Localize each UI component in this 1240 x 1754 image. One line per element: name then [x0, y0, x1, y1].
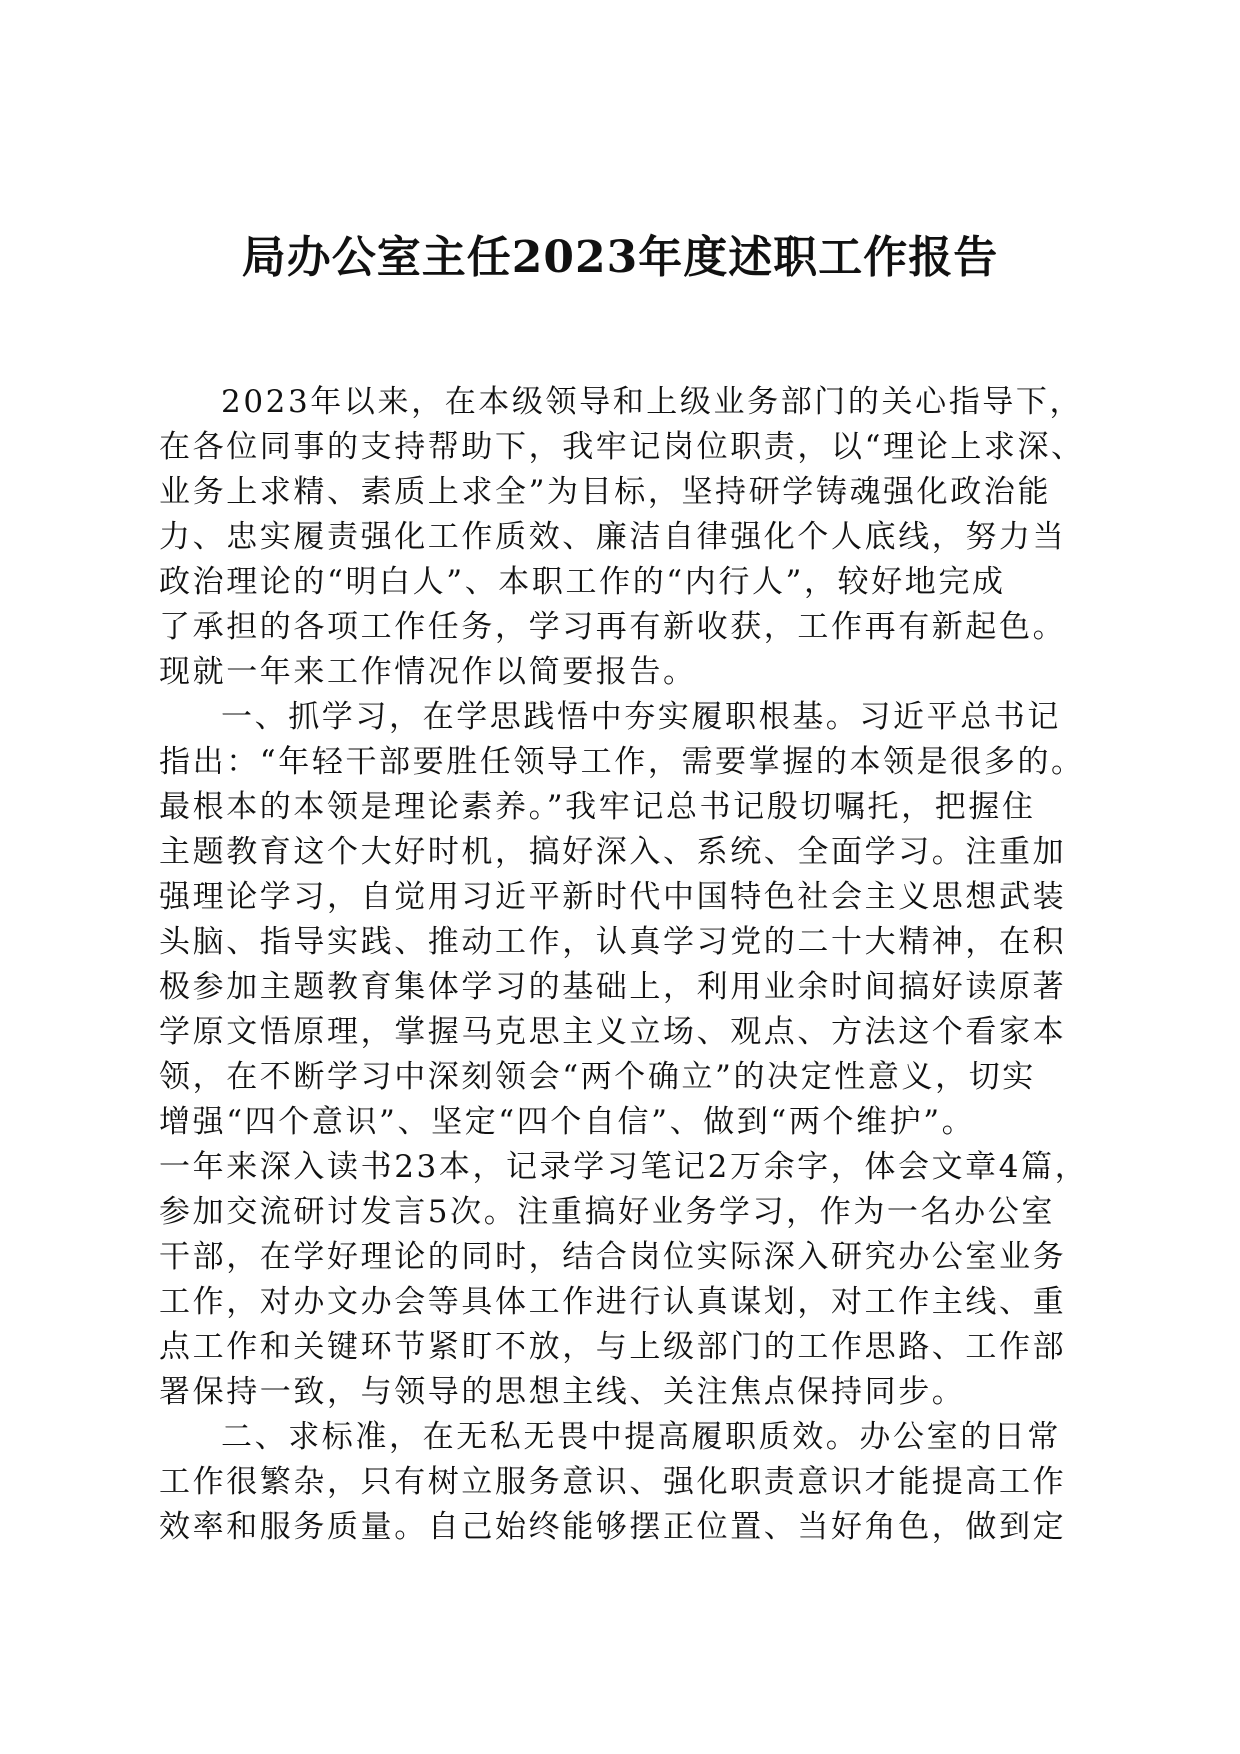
paragraph-line: 强理论学习，自觉用习近平新时代中国特色社会主义思想武装 — [159, 879, 1067, 915]
paragraph-line: 政治理论的“明白人”、本职工作的“内行人”，较好地完成 — [159, 564, 1006, 600]
paragraph-line: 署保持一致，与领导的思想主线、关注焦点保持同步。 — [159, 1374, 966, 1410]
paragraph-line: 点工作和关键环节紧盯不放，与上级部门的工作思路、工作部 — [159, 1329, 1067, 1365]
paragraph-line: 最根本的本领是理论素养。”我牢记总书记殷切嘱托，把握住 — [159, 789, 1036, 825]
paragraph-line: 力、忠实履责强化工作质效、廉洁自律强化个人底线，努力当 — [159, 519, 1067, 555]
paragraph-line: 二、求标准，在无私无畏中提高履职质效。办公室的日常 — [221, 1419, 1061, 1455]
paragraph-line: 2023年以来，在本级领导和上级业务部门的关心指导下， — [221, 384, 1084, 420]
paragraph-line: 现就一年来工作情况作以简要报告。 — [159, 654, 697, 690]
paragraph-line: 极参加主题教育集体学习的基础上，利用业余时间搞好读原著 — [159, 969, 1067, 1005]
paragraph-line: 工作，对办文办会等具体工作进行认真谋划，对工作主线、重 — [159, 1284, 1067, 1320]
paragraph-line: 工作很繁杂，只有树立服务意识、强化职责意识才能提高工作 — [159, 1464, 1067, 1500]
paragraph-line: 领，在不断学习中深刻领会“两个确立”的决定性意义，切实 — [159, 1059, 1036, 1095]
paragraph-line: 头脑、指导实践、推动工作，认真学习党的二十大精神，在积 — [159, 924, 1067, 960]
paragraph-line: 一年来深入读书23本，记录学习笔记2万余字，体会文章4篇， — [159, 1149, 1089, 1185]
paragraph-line: 一、抓学习，在学思践悟中夯实履职根基。习近平总书记 — [221, 699, 1061, 735]
paragraph-line: 指出：“年轻干部要胜任领导工作，需要掌握的本领是很多的。 — [159, 744, 1085, 780]
paragraph-line: 参加交流研讨发言5次。注重搞好业务学习，作为一名办公室 — [159, 1194, 1055, 1230]
document-title: 局办公室主任2023年度述职工作报告 — [241, 232, 999, 283]
paragraph-line: 业务上求精、素质上求全”为目标，坚持研学铸魂强化政治能 — [159, 474, 1052, 510]
paragraph-line: 主题教育这个大好时机，搞好深入、系统、全面学习。注重加 — [159, 834, 1067, 870]
paragraph-line: 了承担的各项工作任务，学习再有新收获，工作再有新起色。 — [159, 609, 1067, 645]
paragraph-line: 效率和服务质量。自己始终能够摆正位置、当好角色，做到定 — [159, 1509, 1067, 1545]
paragraph-line: 在各位同事的支持帮助下，我牢记岗位职责，以“理论上求深、 — [159, 429, 1085, 465]
paragraph-line: 学原文悟原理，掌握马克思主义立场、观点、方法这个看家本 — [159, 1014, 1067, 1050]
paragraph-line: 干部，在学好理论的同时，结合岗位实际深入研究办公室业务 — [159, 1239, 1067, 1275]
paragraph-line: 增强“四个意识”、坚定“四个自信”、做到“两个维护”。 — [159, 1104, 976, 1140]
